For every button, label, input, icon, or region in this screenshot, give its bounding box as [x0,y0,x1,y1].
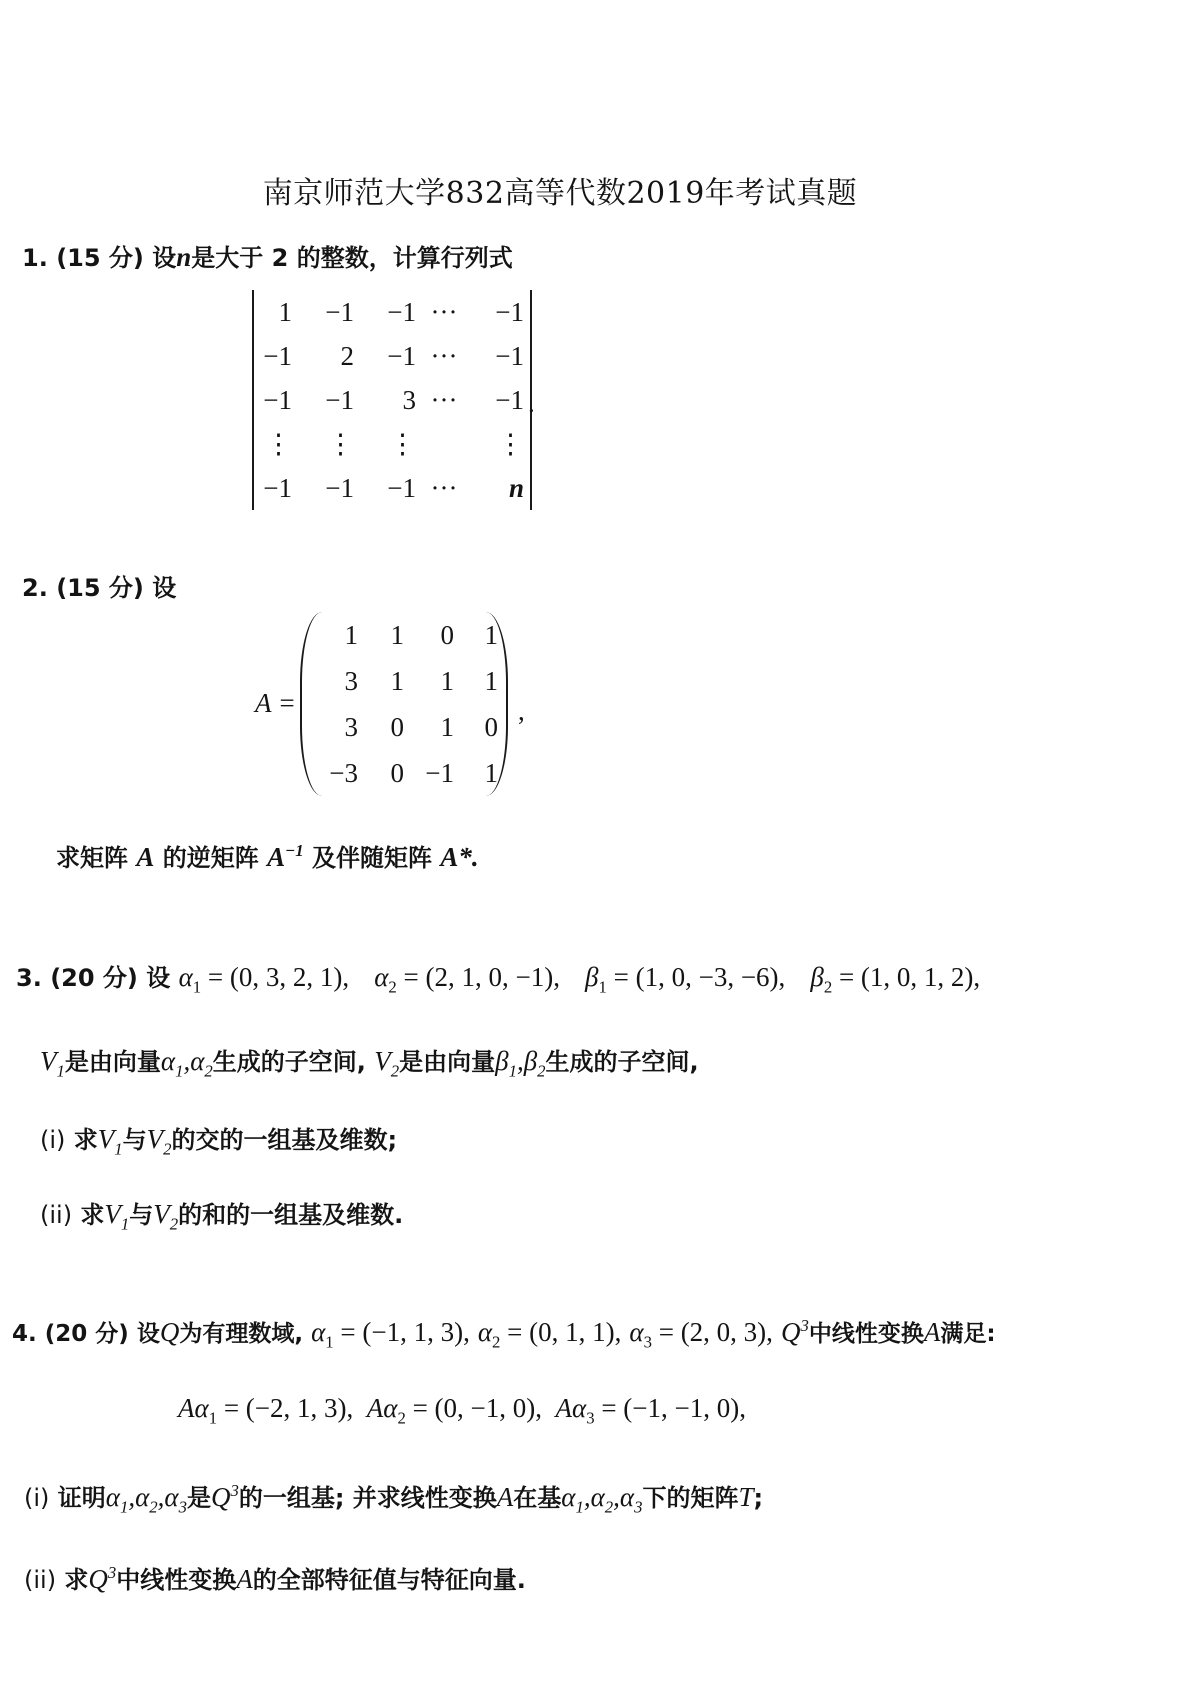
determinant-cell: −1 [387,340,416,371]
v-symbol: V [374,1046,391,1076]
vector-value: = (2, 1, 0, −1), [396,962,560,992]
vector-value: = (−2, 1, 3), [217,1393,354,1423]
subscript: 2 [169,1214,179,1234]
question-score: (15 分) [56,574,144,602]
question-4-part-i [24,1478,763,1517]
matrix-symbol: A [136,842,155,872]
alpha-span [160,1046,213,1081]
question-text: 证明 [57,1484,106,1512]
question-text: 的逆矩阵 [162,844,259,872]
question-number: 4. [12,1321,37,1347]
part-label: (ii) [40,1201,73,1229]
matrix-row [306,750,498,796]
subspace-v2 [146,1124,172,1159]
question-text: 的全部特征值与特征向量. [252,1566,526,1594]
question-text: 下的矩阵 [642,1484,739,1512]
subscript: 1 [325,1332,334,1352]
alpha-symbol: α [160,1046,176,1076]
determinant-row [258,334,524,378]
beta-symbol: β [523,1046,538,1076]
matrix-cell: −1 [425,757,454,788]
transform-a: A [366,1393,384,1423]
determinant-cell: ··· [430,472,458,503]
question-text: 在基 [513,1484,562,1512]
question-text: 设 [146,964,171,992]
question-text: 的和的一组基及维数. [178,1201,404,1229]
q-symbol: Q [88,1564,108,1594]
matrix-cell: 1 [440,665,454,696]
v-symbol: V [153,1199,170,1229]
determinant-cell: ⋮ [497,428,524,459]
question-3-part-ii [40,1195,403,1234]
question-text: 生成的子空间, [212,1048,366,1076]
question-text: 设 [152,574,177,602]
determinant-cell: −1 [495,384,524,415]
alpha-symbol: α [383,1393,398,1423]
question-text: 求矩阵 [56,844,128,872]
v-symbol: V [146,1124,164,1154]
determinant-cell: −1 [325,472,354,503]
question-score: (20 分) [50,964,138,992]
matrix-row [306,612,498,658]
determinant-cell: n [508,472,524,503]
subscript: 1 [575,1497,584,1517]
question-3-part-i [40,1120,397,1159]
determinant-cell: 3 [402,384,416,415]
comma: , [183,1046,191,1076]
subscript: 2 [163,1139,172,1159]
subspace-v1 [104,1199,130,1234]
subscript: 2 [390,1061,400,1081]
alpha-symbol: α [190,1046,205,1076]
transform-a: A [923,1317,941,1347]
v-symbol: V [104,1199,121,1229]
question-text: 是 [186,1484,211,1512]
question-4-header [12,1315,996,1352]
matrix-a [300,612,508,796]
determinant-cell: −1 [387,296,416,327]
beta-symbol: β [585,962,599,992]
alpha-symbol: α [561,1482,576,1512]
subscript: 2 [492,1332,501,1352]
subscript: 1 [598,977,607,997]
subscript: 3 [586,1408,595,1428]
determinant-cell: ··· [430,296,458,327]
transform-a: A [496,1482,514,1512]
determinant [252,290,532,510]
determinant-cell: −1 [325,384,354,415]
q-symbol: Q [780,1317,801,1347]
question-number: 3. [16,964,42,992]
question-3-header [16,958,980,997]
question-text: 生成的子空间, [545,1048,699,1076]
subspace-v2 [374,1046,400,1081]
question-text: 求 [73,1126,98,1154]
determinant-cell: −1 [495,296,524,327]
vector-value: = (1, 0, −3, −6), [606,962,786,992]
superscript: 3 [107,1563,117,1582]
matrix-cell: −3 [329,757,358,788]
adjoint-symbol: A*. [440,842,479,872]
subscript: 2 [823,977,833,997]
alpha-symbol: α [590,1482,605,1512]
part-label: (i) [24,1484,50,1512]
matrix-t: T [738,1482,754,1512]
question-number: 1. [22,244,48,272]
alpha-symbol: α [572,1393,587,1423]
space-q3 [781,1317,809,1347]
alpha-symbol: α [105,1482,120,1512]
question-text: 与 [122,1126,147,1154]
question-text: 求 [80,1201,105,1229]
alpha-symbol: α [194,1393,209,1423]
subscript: 2 [537,1061,546,1081]
matrix-cell: 0 [484,711,498,742]
determinant-cell: −1 [263,384,292,415]
matrix-trailing-comma: , [518,696,525,726]
image-alpha-3 [555,1393,746,1428]
determinant-cell: 2 [340,340,354,371]
determinant-cell: −1 [263,340,292,371]
variable-n: n [176,242,192,272]
question-text: 是由向量 [399,1048,496,1076]
subscript: 1 [120,1214,130,1234]
question-3-line-2 [40,1042,699,1081]
comma: , [157,1482,165,1512]
v-symbol: V [97,1124,115,1154]
determinant-row [258,422,524,466]
subscript: 1 [192,977,202,997]
subscript: 1 [208,1408,218,1428]
question-text: 满足: [940,1321,996,1347]
transform-a: A [555,1393,572,1423]
matrix-lhs: A = [255,688,296,718]
determinant-row [258,290,524,334]
subscript: 1 [508,1061,517,1081]
subscript: 2 [149,1497,158,1517]
question-text: 的一组基; 并求线性变换 [238,1484,497,1512]
subscript: 2 [397,1408,406,1428]
determinant-cell: −1 [325,296,354,327]
matrix-cell: 1 [440,711,454,742]
matrix-cell: 1 [484,619,498,650]
inverse-exponent: −1 [285,841,304,860]
determinant-table [258,290,524,510]
vector-value: = (0, 1, 1), [500,1317,622,1347]
vector-beta-2 [810,962,981,997]
superscript: 3 [800,1316,809,1335]
determinant-cell: ⋮ [265,428,292,459]
vector-alpha-1 [311,1317,470,1352]
field-q: Q [159,1317,180,1347]
vector-beta-1 [585,962,786,997]
subscript: 2 [204,1061,213,1081]
transform-a: A [236,1564,253,1594]
question-text: 求 [64,1566,89,1594]
determinant-cell: −1 [495,340,524,371]
question-text: 中线性变换 [808,1321,924,1347]
subspace-v1 [97,1124,123,1159]
question-4-images [178,1393,746,1428]
vector-alpha-1 [178,962,350,997]
vector-value: = (2, 0, 3), [651,1317,773,1347]
matrix-cell: 1 [390,665,404,696]
subspace-v2 [153,1199,179,1234]
end-punct: ; [753,1484,764,1512]
determinant-cell: ⋮ [389,428,416,459]
determinant-cell [416,422,472,466]
question-text: 设 [136,1321,160,1347]
question-2-header [22,568,176,603]
matrix-cell: 1 [484,665,498,696]
vector-alpha-2 [374,962,560,997]
alpha-symbol: α [311,1317,326,1347]
superscript: 3 [230,1481,239,1500]
image-alpha-1 [178,1393,354,1428]
question-2-ask [56,838,479,873]
alpha-symbol: α [374,962,389,992]
v-symbol: V [40,1046,57,1076]
question-text: 设 [152,244,177,272]
beta-symbol: β [810,962,824,992]
basis-list [561,1482,643,1517]
matrix-row [306,704,498,750]
determinant-cell: ··· [430,340,458,371]
determinant-cell: ··· [430,384,458,415]
vector-value: = (−1, −1, 0), [594,1393,746,1423]
subscript: 3 [178,1497,187,1517]
vector-value: = (−1, 1, 3), [333,1317,470,1347]
q-symbol: Q [210,1482,231,1512]
subscript: 1 [119,1497,129,1517]
question-text: 是由向量 [64,1048,161,1076]
question-text: 中线性变换 [116,1566,237,1594]
matrix-cell: 3 [344,665,358,696]
transform-a: A [178,1393,195,1423]
vector-alpha-3 [629,1317,773,1352]
comma: , [128,1482,136,1512]
matrix-cell: 3 [344,711,358,742]
determinant-end-punct: . [528,388,535,418]
question-text: 与 [129,1201,154,1229]
determinant-cell: −1 [263,472,292,503]
vector-value: = (0, 3, 2, 1), [201,962,350,992]
alpha-symbol: α [178,962,193,992]
basis-list [105,1482,187,1517]
question-text: 是大于 2 的整数，计算行列式 [191,244,513,272]
subscript: 1 [175,1061,184,1081]
vector-alpha-2 [477,1317,622,1352]
matrix-cell: 1 [390,619,404,650]
matrix-cell: 1 [344,619,358,650]
space-q3 [88,1564,116,1594]
comma: , [583,1482,591,1512]
matrix-cell: 0 [390,711,404,742]
alpha-symbol: α [629,1317,644,1347]
determinant-cell: −1 [387,472,416,503]
subspace-v1 [40,1046,65,1081]
determinant-cell: ⋮ [327,428,354,459]
vector-value: = (0, −1, 0), [405,1393,542,1423]
comma: , [516,1046,524,1076]
subscript: 1 [56,1061,65,1081]
subscript: 2 [388,977,397,997]
beta-symbol: β [495,1046,509,1076]
alpha-symbol: α [164,1482,179,1512]
matrix-row [306,658,498,704]
inverse-base: A [267,842,286,872]
vector-value: = (1, 0, 1, 2), [832,962,981,992]
comma: , [613,1482,620,1512]
alpha-symbol: α [135,1482,150,1512]
part-label: (ii) [24,1566,57,1594]
matrix-cell: 1 [484,757,498,788]
question-score: (20 分) [44,1321,129,1347]
question-text: 为有理数域, [179,1321,304,1347]
subscript: 2 [604,1497,614,1517]
page-title: 南京师范大学832高等代数2019年考试真题 [262,176,858,211]
beta-span [495,1046,546,1081]
question-1-header [22,238,513,273]
matrix-table [306,612,498,796]
subscript: 3 [643,1332,652,1352]
part-label: (i) [40,1126,66,1154]
question-score: (15 分) [56,244,144,272]
matrix-cell: 0 [440,619,454,650]
alpha-symbol: α [619,1482,635,1512]
determinant-row [258,378,524,422]
question-text: 及伴随矩阵 [311,844,432,872]
space-q3 [211,1482,239,1512]
subscript: 3 [634,1497,643,1517]
matrix-cell: 0 [390,757,404,788]
alpha-symbol: α [477,1317,493,1347]
determinant-cell: 1 [278,296,292,327]
question-number: 2. [22,574,48,602]
determinant-row [258,466,524,510]
subscript: 1 [114,1139,123,1159]
image-alpha-2 [366,1393,542,1428]
inverse-symbol [267,842,304,872]
question-text: 的交的一组基及维数; [171,1126,398,1154]
question-4-part-ii [24,1560,526,1595]
